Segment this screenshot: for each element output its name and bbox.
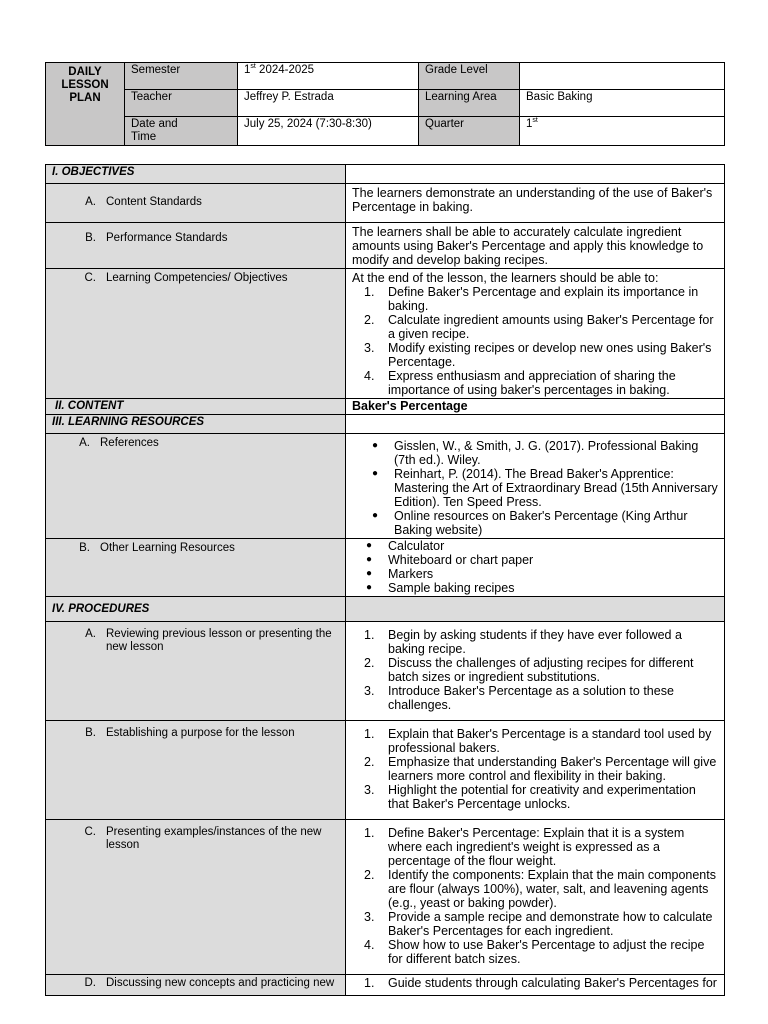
list-item: 1. Guide students through calculating Baker's Percentages for (364, 976, 717, 990)
bullet-icon: ● (372, 510, 379, 521)
list-item: ● Reinhart, P. (2014). The Bread Baker's Apprentice: Mastering the Art of Extraordinary Bread (15th Anniversary Edition). Ten Speed Press. (352, 467, 718, 509)
procedure-b-cell (346, 721, 725, 820)
content-standards-label: A. Content Standards (46, 184, 346, 223)
list-item: 2. Calculate ingredient amounts using Baker's Percentage for a given recipe. (364, 313, 714, 341)
document-title: DAILY LESSON PLAN (46, 63, 125, 146)
procedure-a-label: A. Reviewing previous lesson or presenting the new lesson (46, 622, 346, 721)
semester-value: 1st 2024-2025 (238, 63, 419, 90)
date-time-label: Date and Time (125, 117, 238, 146)
bullet-icon: ● (366, 554, 373, 565)
list-item: 2. Emphasize that understanding Baker's Percentage will give learners more control and flexibility in their baking. (364, 755, 717, 783)
quarter-value: 1st (520, 117, 725, 146)
list-item: 4. Show how to use Baker's Percentage to adjust the recipe for different batch sizes. (364, 938, 705, 966)
lesson-plan-header-table (45, 62, 725, 146)
learning-area-label: Learning Area (419, 90, 520, 117)
learning-area-value: Basic Baking (520, 90, 725, 117)
competencies-intro: At the end of the lesson, the learners should be able to: (352, 271, 659, 285)
list-item: 1. Define Baker's Percentage and explain its importance in baking. (364, 285, 699, 313)
section-procedures-heading: IV. PROCEDURES (46, 597, 346, 622)
procedure-c-label: C. Presenting examples/instances of the new lesson (46, 820, 346, 975)
list-item: 4. Express enthusiasm and appreciation of sharing the importance of using baker's percentages in baking. (364, 369, 676, 397)
bullet-icon: ● (366, 582, 373, 593)
procedure-a-list (352, 628, 718, 712)
content-standards-text: The learners demonstrate an understanding of the use of Baker's Percentage in baking. (346, 184, 725, 223)
semester-label: Semester (125, 63, 238, 90)
lesson-plan-body-table (45, 164, 725, 996)
performance-standards-text: The learners shall be able to accurately calculate ingredient amounts using Baker's Percentage and apply this knowledge to modify and develop baking recipes. (346, 223, 725, 269)
procedure-d-label: D. Discussing new concepts and practicing new (46, 975, 346, 996)
other-resources-list (352, 539, 718, 595)
bullet-icon: ● (372, 440, 379, 451)
quarter-label: Quarter (419, 117, 520, 146)
list-item: 1. Define Baker's Percentage: Explain that it is a system where each ingredient's weight is expressed as a percentage of the flour weight. (364, 826, 685, 868)
other-resources-cell (346, 539, 725, 597)
learning-competencies-label: C. Learning Competencies/ Objectives (46, 269, 346, 399)
section-objectives-heading: I. OBJECTIVES (46, 165, 346, 184)
references-cell (346, 434, 725, 539)
list-item: 2. Identify the components: Explain that the main components are flour (always 100%), water, salt, and leavening agents (e.g., yeast or baking powder). (364, 868, 716, 910)
list-item: 3. Highlight the potential for creativity and experimentation that Baker's Percentage unlocks. (364, 783, 696, 811)
procedure-a-cell (346, 622, 725, 721)
references-list (352, 439, 718, 537)
list-item: 1. Explain that Baker's Percentage is a standard tool used by professional bakers. (364, 727, 712, 755)
bullet-icon: ● (366, 540, 373, 551)
procedure-c-cell (346, 820, 725, 975)
date-time-value: July 25, 2024 (7:30-8:30) (238, 117, 419, 146)
procedure-b-label: B. Establishing a purpose for the lesson (46, 721, 346, 820)
teacher-label: Teacher (125, 90, 238, 117)
list-item: ● Online resources on Baker's Percentage (King Arthur Baking website) (352, 509, 718, 537)
section-learning-resources-heading: III. LEARNING RESOURCES (46, 415, 346, 434)
grade-level-value (520, 63, 725, 90)
content-value: Baker's Percentage (346, 399, 725, 415)
procedure-d-cell (346, 975, 725, 996)
empty-cell (346, 165, 725, 184)
procedure-c-list (352, 826, 718, 966)
list-item: 3. Provide a sample recipe and demonstrate how to calculate Baker's Percentages for each ingredient. (364, 910, 713, 938)
performance-standards-label: B. Performance Standards (46, 223, 346, 269)
list-item: ● Sample baking recipes (352, 581, 718, 595)
list-item: 2. Discuss the challenges of adjusting recipes for different batch sizes or ingredient substitutions. (364, 656, 694, 684)
grade-level-label: Grade Level (419, 63, 520, 90)
list-item: 1. Begin by asking students if they have ever followed a baking recipe. (364, 628, 682, 656)
learning-competencies-cell (346, 269, 725, 399)
empty-cell (346, 597, 725, 622)
bullet-icon: ● (372, 468, 379, 479)
teacher-value: Jeffrey P. Estrada (238, 90, 419, 117)
competencies-list (352, 285, 718, 397)
section-content-heading: II. CONTENT (46, 399, 346, 415)
list-item: 3. Introduce Baker's Percentage as a solution to these challenges. (364, 684, 674, 712)
list-item: ● Gisslen, W., & Smith, J. G. (2017). Professional Baking (7th ed.). Wiley. (352, 439, 718, 467)
list-item: ● Markers (352, 567, 718, 581)
empty-cell (346, 415, 725, 434)
procedure-b-list (352, 727, 718, 811)
list-item: ● Calculator (352, 539, 718, 553)
procedure-d-list (352, 976, 718, 990)
other-resources-label: B. Other Learning Resources (46, 539, 346, 597)
list-item: 3. Modify existing recipes or develop new ones using Baker's Percentage. (364, 341, 712, 369)
bullet-icon: ● (366, 568, 373, 579)
list-item: ● Whiteboard or chart paper (352, 553, 718, 567)
references-label: A. References (46, 434, 346, 539)
